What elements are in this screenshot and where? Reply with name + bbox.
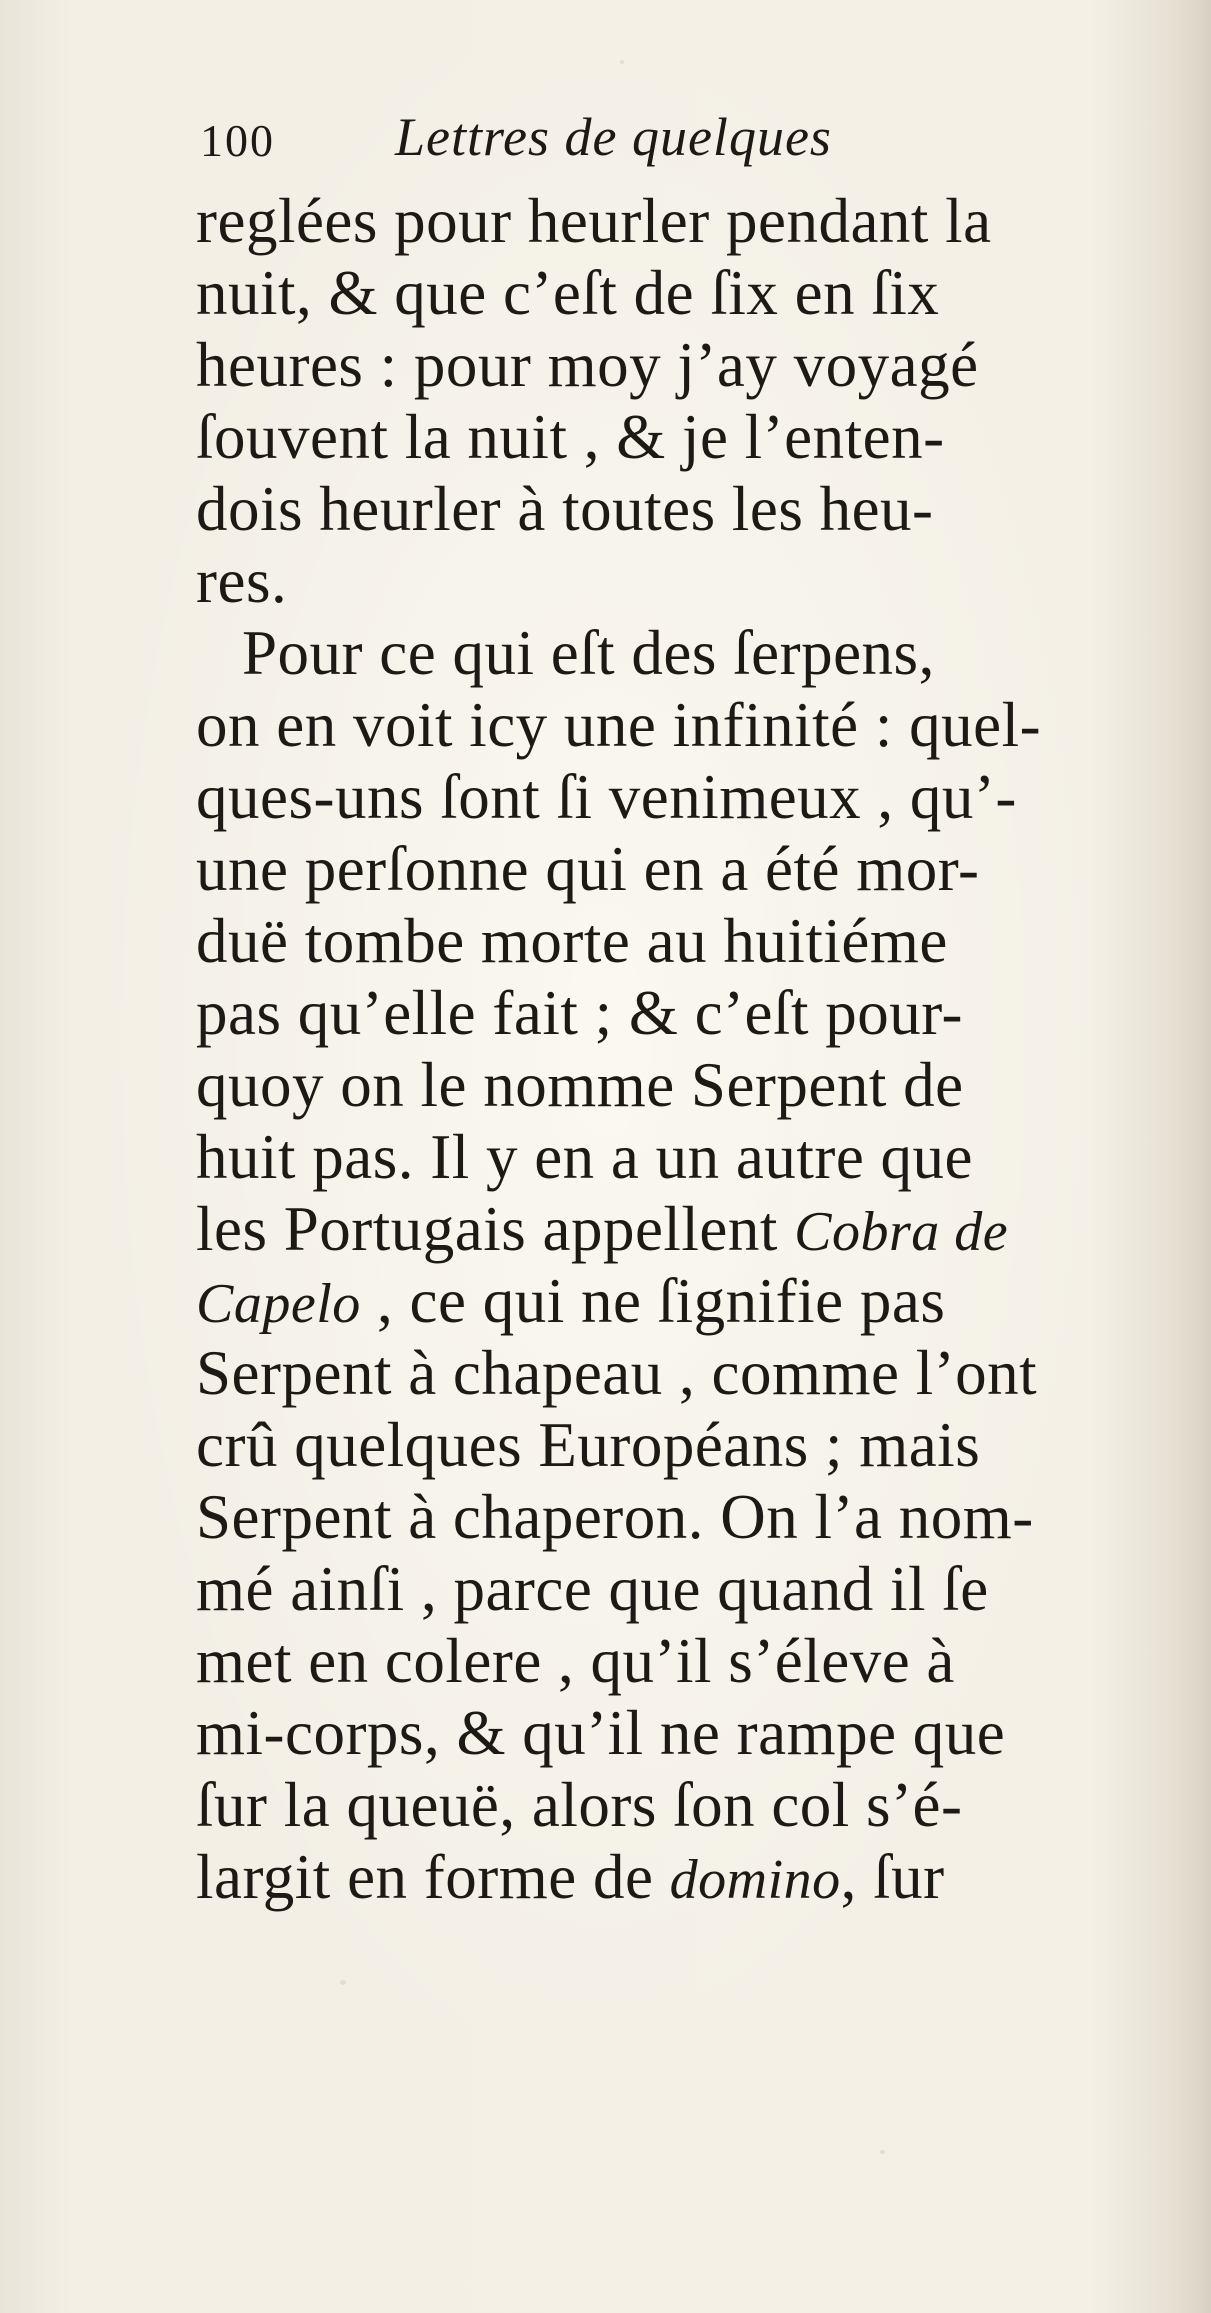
- paper-speck: [880, 2150, 885, 2154]
- text-segment: les Portugais appellent: [196, 1194, 795, 1264]
- text-line: Serpent à chapeau , comme l’ont: [196, 1338, 1038, 1408]
- paragraph-start-line: Pour ce qui eſt des ſerpens,: [242, 618, 935, 688]
- text-line: une perſonne qui en a été mor-: [196, 834, 980, 904]
- italic-term: Cobra de: [794, 1201, 1009, 1263]
- text-line: pas qu’elle fait ; & c’eſt pour-: [196, 978, 963, 1048]
- running-head: [200, 106, 1000, 176]
- paper-speck: [620, 60, 624, 64]
- text-line: duë tombe morte au huitiéme: [196, 906, 948, 976]
- text-line: [196, 1841, 945, 1913]
- text-line: mi-corps, & qu’il ne rampe que: [196, 1698, 1006, 1768]
- text-line: [196, 1265, 945, 1337]
- text-line: heures : pour moy j’ay voyagé: [196, 330, 979, 400]
- page-number: 100: [200, 115, 275, 166]
- italic-term: domino: [669, 1849, 841, 1911]
- text-line: ſouvent la nuit , & je l’enten-: [196, 402, 945, 472]
- text-line: reglées pour heurler pendant la: [196, 186, 992, 256]
- text-line: Serpent à chaperon. On l’a nom-: [196, 1482, 1034, 1552]
- text-line: [196, 1193, 1008, 1265]
- paper-speck: [340, 1980, 346, 1985]
- text-line: res.: [196, 546, 288, 616]
- text-line: mé ainſi , parce que quand il ſe: [196, 1554, 989, 1624]
- italic-term: Capelo: [196, 1273, 361, 1335]
- text-segment: , ce qui ne ſignifie pas: [360, 1266, 946, 1336]
- text-segment: largit en forme de: [196, 1842, 670, 1912]
- text-line: nuit, & que c’eſt de ſix en ſix: [196, 258, 940, 328]
- text-line: crû quelques Européans ; mais: [196, 1410, 981, 1480]
- text-segment: , ſur: [840, 1842, 945, 1912]
- running-title: Lettres de quelques: [395, 107, 832, 167]
- text-line: quoy on le nomme Serpent de: [196, 1050, 964, 1120]
- text-line: met en colere , qu’il s’éleve à: [196, 1626, 955, 1696]
- text-line: ques-uns ſont ſi venimeux , qu’-: [196, 762, 1017, 832]
- text-line: on en voit icy une infinité : quel-: [196, 690, 1042, 760]
- text-line: ſur la queuë, alors ſon col s’é-: [196, 1770, 963, 1840]
- text-line: dois heurler à toutes les heu-: [196, 474, 934, 544]
- text-line: huit pas. Il y en a un autre que: [196, 1122, 974, 1192]
